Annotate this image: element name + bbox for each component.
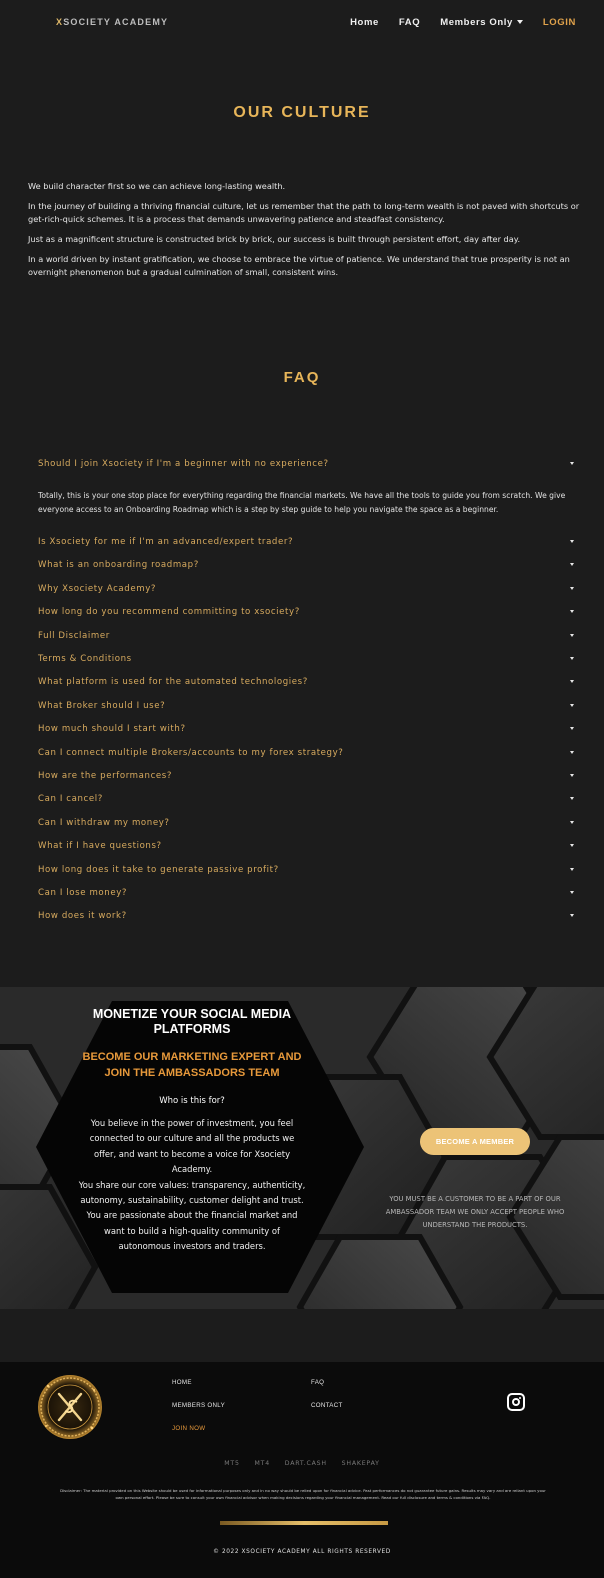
top-navigation [0,0,604,44]
ambassador-who-label: Who is this for? [159,1096,225,1106]
copyright-text: © 2022 XSOCIETY ACADEMY ALL RIGHTS RESERVED [213,1549,391,1555]
chevron-down-icon [570,868,574,871]
faq-question: Can I cancel? [38,794,103,805]
nav-home-link[interactable]: Home [350,16,379,28]
faq-item[interactable] [38,741,578,764]
faq-item[interactable] [38,811,578,834]
footer-join-link[interactable]: JOIN NOW [172,1425,206,1432]
ambassador-body-line: You are passionate about the financial market and want to build a high-quality community of autonomous investors and traders. [86,1210,298,1252]
logo-xs-emblem[interactable] [34,1372,106,1442]
ambassador-subheading: BECOME OUR MARKETING EXPERT AND JOIN THE AMBASSADORS TEAM [82,1051,302,1079]
faq-item[interactable] [38,530,578,553]
faq-item[interactable] [38,764,578,787]
footer-contact-link[interactable]: CONTACT [311,1402,343,1409]
faq-item[interactable] [38,671,578,694]
chevron-down-icon [570,774,574,777]
faq-question: How long do you recommend committing to xsociety? [38,607,300,618]
ambassador-section [0,987,604,1309]
faq-question: What Broker should I use? [38,700,166,711]
faq-question: Full Disclaimer [38,630,110,641]
nav-links [350,17,576,28]
faq-item[interactable] [38,858,578,881]
chevron-down-icon [570,634,574,637]
chevron-down-icon [570,657,574,660]
nav-faq-link[interactable]: FAQ [398,16,421,28]
chevron-down-icon [570,821,574,824]
faq-answer: Totally, this is your one stop place for everything regarding the financial markets. We have all the tools to guide you from scratch. We give everyone access to an Onboarding Roadmap which is a step by step guide to help you navigate the space as a beginner. [38,491,566,515]
faq-item[interactable] [38,554,578,577]
faq-question: What is an onboarding roadmap? [38,560,199,571]
brand-name: SOCIETY ACADEMY [63,17,169,27]
nav-members-dropdown[interactable] [440,17,523,28]
footer-faq-link[interactable]: FAQ [311,1379,325,1386]
faq-question: How does it work? [38,911,127,922]
faq-item[interactable] [38,694,578,717]
become-member-button[interactable]: BECOME A MEMBER [420,1128,530,1155]
ambassador-heading: MONETIZE YOUR SOCIAL MEDIA PLATFORMS [92,1007,292,1036]
chevron-down-icon [570,751,574,754]
faq-item[interactable] [38,788,578,811]
chevron-down-icon [570,704,574,707]
ambassador-note: YOU MUST BE A CUSTOMER TO BE A PART OF OUR AMBASSADOR TEAM WE ONLY ACCEPT PEOPLE WHO UNDERSTAND THE PRODUCTS. [385,1195,565,1229]
faq-question: Terms & Conditions [38,654,132,665]
chevron-down-icon [570,610,574,613]
faq-question: How much should I start with? [38,724,186,735]
chevron-down-icon [570,540,574,543]
faq-item[interactable] [38,647,578,670]
faq-question: Can I withdraw my money? [38,817,170,828]
faq-item[interactable] [38,718,578,741]
faq-question: How long does it take to generate passive profit? [38,864,279,875]
chevron-down-icon [570,727,574,730]
footer [0,1362,604,1578]
caret-down-icon [517,20,523,24]
footer-members-link[interactable]: MEMBERS ONLY [172,1402,225,1409]
faq-title: FAQ [283,369,321,386]
ambassador-body-line: You share our core values: transparency, authenticity, autonomy, sustainability, customer delight and trust. [78,1179,306,1206]
faq-item-open[interactable] [38,452,578,475]
faq-item[interactable] [38,881,578,904]
partner-name: MT4 [254,1460,270,1467]
footer-home-link[interactable]: HOME [172,1379,192,1386]
gold-divider [220,1521,388,1525]
ambassador-body-line: You believe in the power of investment, you feel connected to our culture and all the products we offer, and want to become a voice for Xsociety Academy. [89,1118,295,1175]
faq-item[interactable] [38,601,578,624]
faq-question: Should I join Xsociety if I'm a beginner with no experience? [38,458,329,469]
culture-paragraph: We build character first so we can achieve long-lasting wealth. [28,181,286,191]
faq-item[interactable] [38,834,578,857]
ambassador-content [78,1007,306,1255]
culture-paragraph: In a world driven by instant gratification, we choose to embrace the virtue of patience. We understand that true prosperity is not an overnight phenomenon but a gradual culmination of small, consistent wins. [28,254,570,277]
partner-name: DART.CASH [284,1460,327,1467]
partner-name: MT5 [224,1460,240,1467]
chevron-down-icon [570,844,574,847]
culture-paragraph: Just as a magnificent structure is constructed brick by brick, our success is built through persistent effort, day after day. [28,234,521,244]
faq-question: What if I have questions? [38,841,162,852]
faq-question: How are the performances? [38,770,173,781]
culture-title: OUR CULTURE [233,104,371,121]
chevron-down-icon [570,680,574,683]
faq-item[interactable] [38,624,578,647]
faq-question: Can I connect multiple Brokers/accounts to my forex strategy? [38,747,344,758]
faq-item[interactable] [38,577,578,600]
culture-text [28,180,584,286]
chevron-down-icon [570,891,574,894]
partner-list [0,1460,604,1467]
ambassador-body [78,1116,306,1255]
brand-x: X [56,17,64,27]
brand-logo[interactable] [56,17,168,27]
faq-question: What platform is used for the automated technologies? [38,677,308,688]
chevron-down-icon [570,914,574,917]
nav-members-label: Members Only [440,16,513,28]
partner-name: SHAKEPAY [341,1460,380,1467]
faq-question: Can I lose money? [38,887,128,898]
instagram-icon[interactable] [507,1393,525,1411]
faq-accordion [38,452,578,928]
chevron-down-icon [570,587,574,590]
chevron-down-icon [570,563,574,566]
culture-paragraph: In the journey of building a thriving financial culture, let us remember that the path to long-term wealth is not paved with shortcuts or get-rich-quick schemes. It is a process that demands unwavering patience and steadfast consistency. [28,201,580,224]
login-link[interactable]: LOGIN [542,16,576,28]
faq-item[interactable] [38,905,578,928]
chevron-down-icon [570,797,574,800]
disclaimer-text: Disclaimer: The material provided on this Website should be used for informational purposes only and in no way should be relied upon for financial advice. Past performances do not guarantee future gains. Results may vary and are reliant upon your own personal effort. Please be sure to consult your own financial advisor when making decisions regarding your financial management. Read our full disclosure and terms & conditions via FAQ. [60,1488,546,1500]
faq-question: Why Xsociety Academy? [38,583,157,594]
faq-question: Is Xsociety for me if I'm an advanced/expert trader? [38,537,294,548]
chevron-down-icon [570,462,574,465]
